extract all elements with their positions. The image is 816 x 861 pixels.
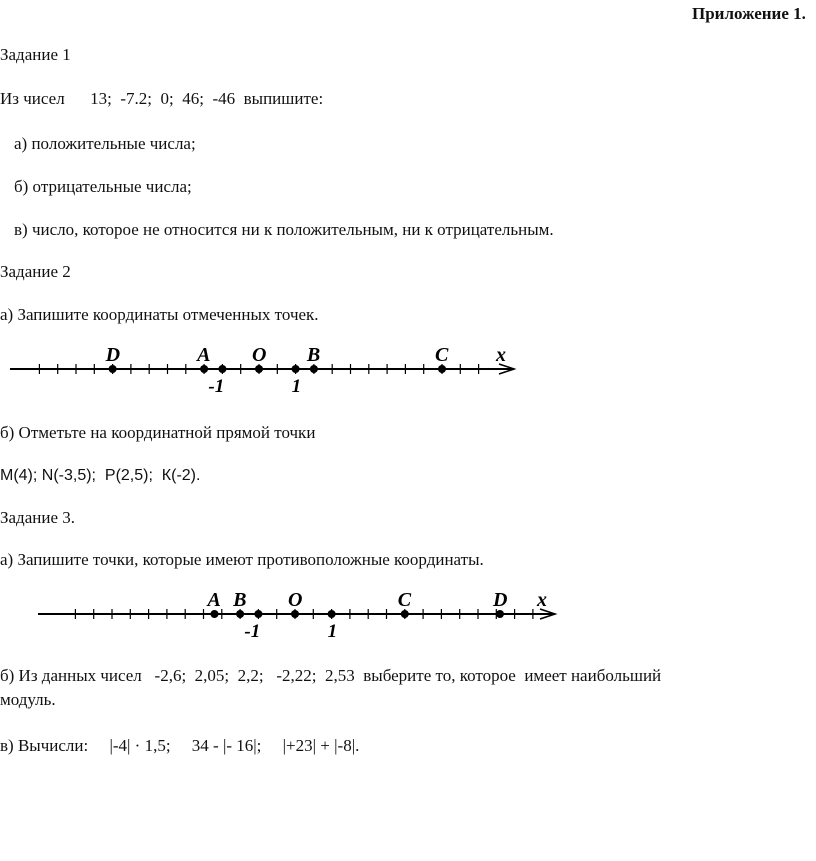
task1-item-b: б) отрицательные числа; [14, 177, 192, 196]
line2-tick-label: 1 [327, 621, 338, 642]
line1-point-b [310, 365, 318, 373]
line1-point-label-b: B [306, 344, 321, 366]
line2-point-b [236, 610, 244, 618]
number-line-task3 [0, 589, 570, 652]
line2-axis-label: x [537, 589, 547, 611]
line1-origin-label: O [252, 344, 267, 366]
line1-unit-dot [292, 365, 300, 373]
line2-origin-label: O [288, 589, 303, 611]
line1-tick-label: 1 [291, 376, 302, 397]
line1-tick-label: -1 [208, 376, 225, 397]
task1-item-a: а) положительные числа; [14, 134, 196, 153]
line2-tick-label: -1 [244, 621, 261, 642]
line1-axis-label: x [496, 344, 506, 366]
line1-point-d [109, 365, 117, 373]
line2-origin-dot [291, 610, 299, 618]
task2-item-b: б) Отметьте на координатной прямой точки [0, 423, 316, 442]
appendix-title: Приложение 1. [692, 4, 806, 23]
line1-point-label-d: D [105, 344, 121, 366]
line2-point-label-a: A [207, 589, 221, 611]
number-line-task2 [0, 340, 530, 400]
task3-item-b-line2: модуль. [0, 690, 56, 709]
line2-point-d [496, 610, 504, 618]
task2-item-a: а) Запишите координаты отмеченных точек. [0, 305, 319, 324]
line2-unit-dot [328, 610, 336, 618]
line1-point-label-a: A [197, 344, 211, 366]
task3-title: Задание 3. [0, 508, 75, 527]
task2-title: Задание 2 [0, 262, 71, 281]
line2-point-a [210, 610, 218, 618]
line1-origin-dot [255, 365, 263, 373]
line2-point-c [401, 610, 409, 618]
task3-item-a: а) Запишите точки, которые имеют противоположные координаты. [0, 550, 484, 569]
task1-title: Задание 1 [0, 45, 71, 64]
task3-item-b-line1: б) Из данных чисел -2,6; 2,05; 2,2; -2,22; 2,53 выберите то, которое имеет наибольший [0, 666, 662, 685]
line1-point-c [438, 365, 446, 373]
line1-point-label-c: C [435, 344, 449, 366]
line1-unit-dot [218, 365, 226, 373]
line1-point-a [200, 365, 208, 373]
line2-point-label-d: D [492, 589, 508, 611]
line2-point-label-c: C [397, 589, 412, 611]
line2-unit-dot [254, 610, 262, 618]
task1-item-c: в) число, которое не относится ни к положительным, ни к отрицательным. [14, 220, 554, 239]
task1-intro: Из чисел 13; -7.2; 0; 46; -46 выпишите: [0, 89, 324, 108]
task2-points-text: М(4); N(-3,5); Р(2,5); К(-2). [0, 467, 201, 484]
task3-item-c: в) Вычисли: |-4| · 1,5; 34 - |- 16|; |+23| + |-8|. [0, 736, 360, 755]
line2-point-label-b: B [233, 589, 247, 611]
